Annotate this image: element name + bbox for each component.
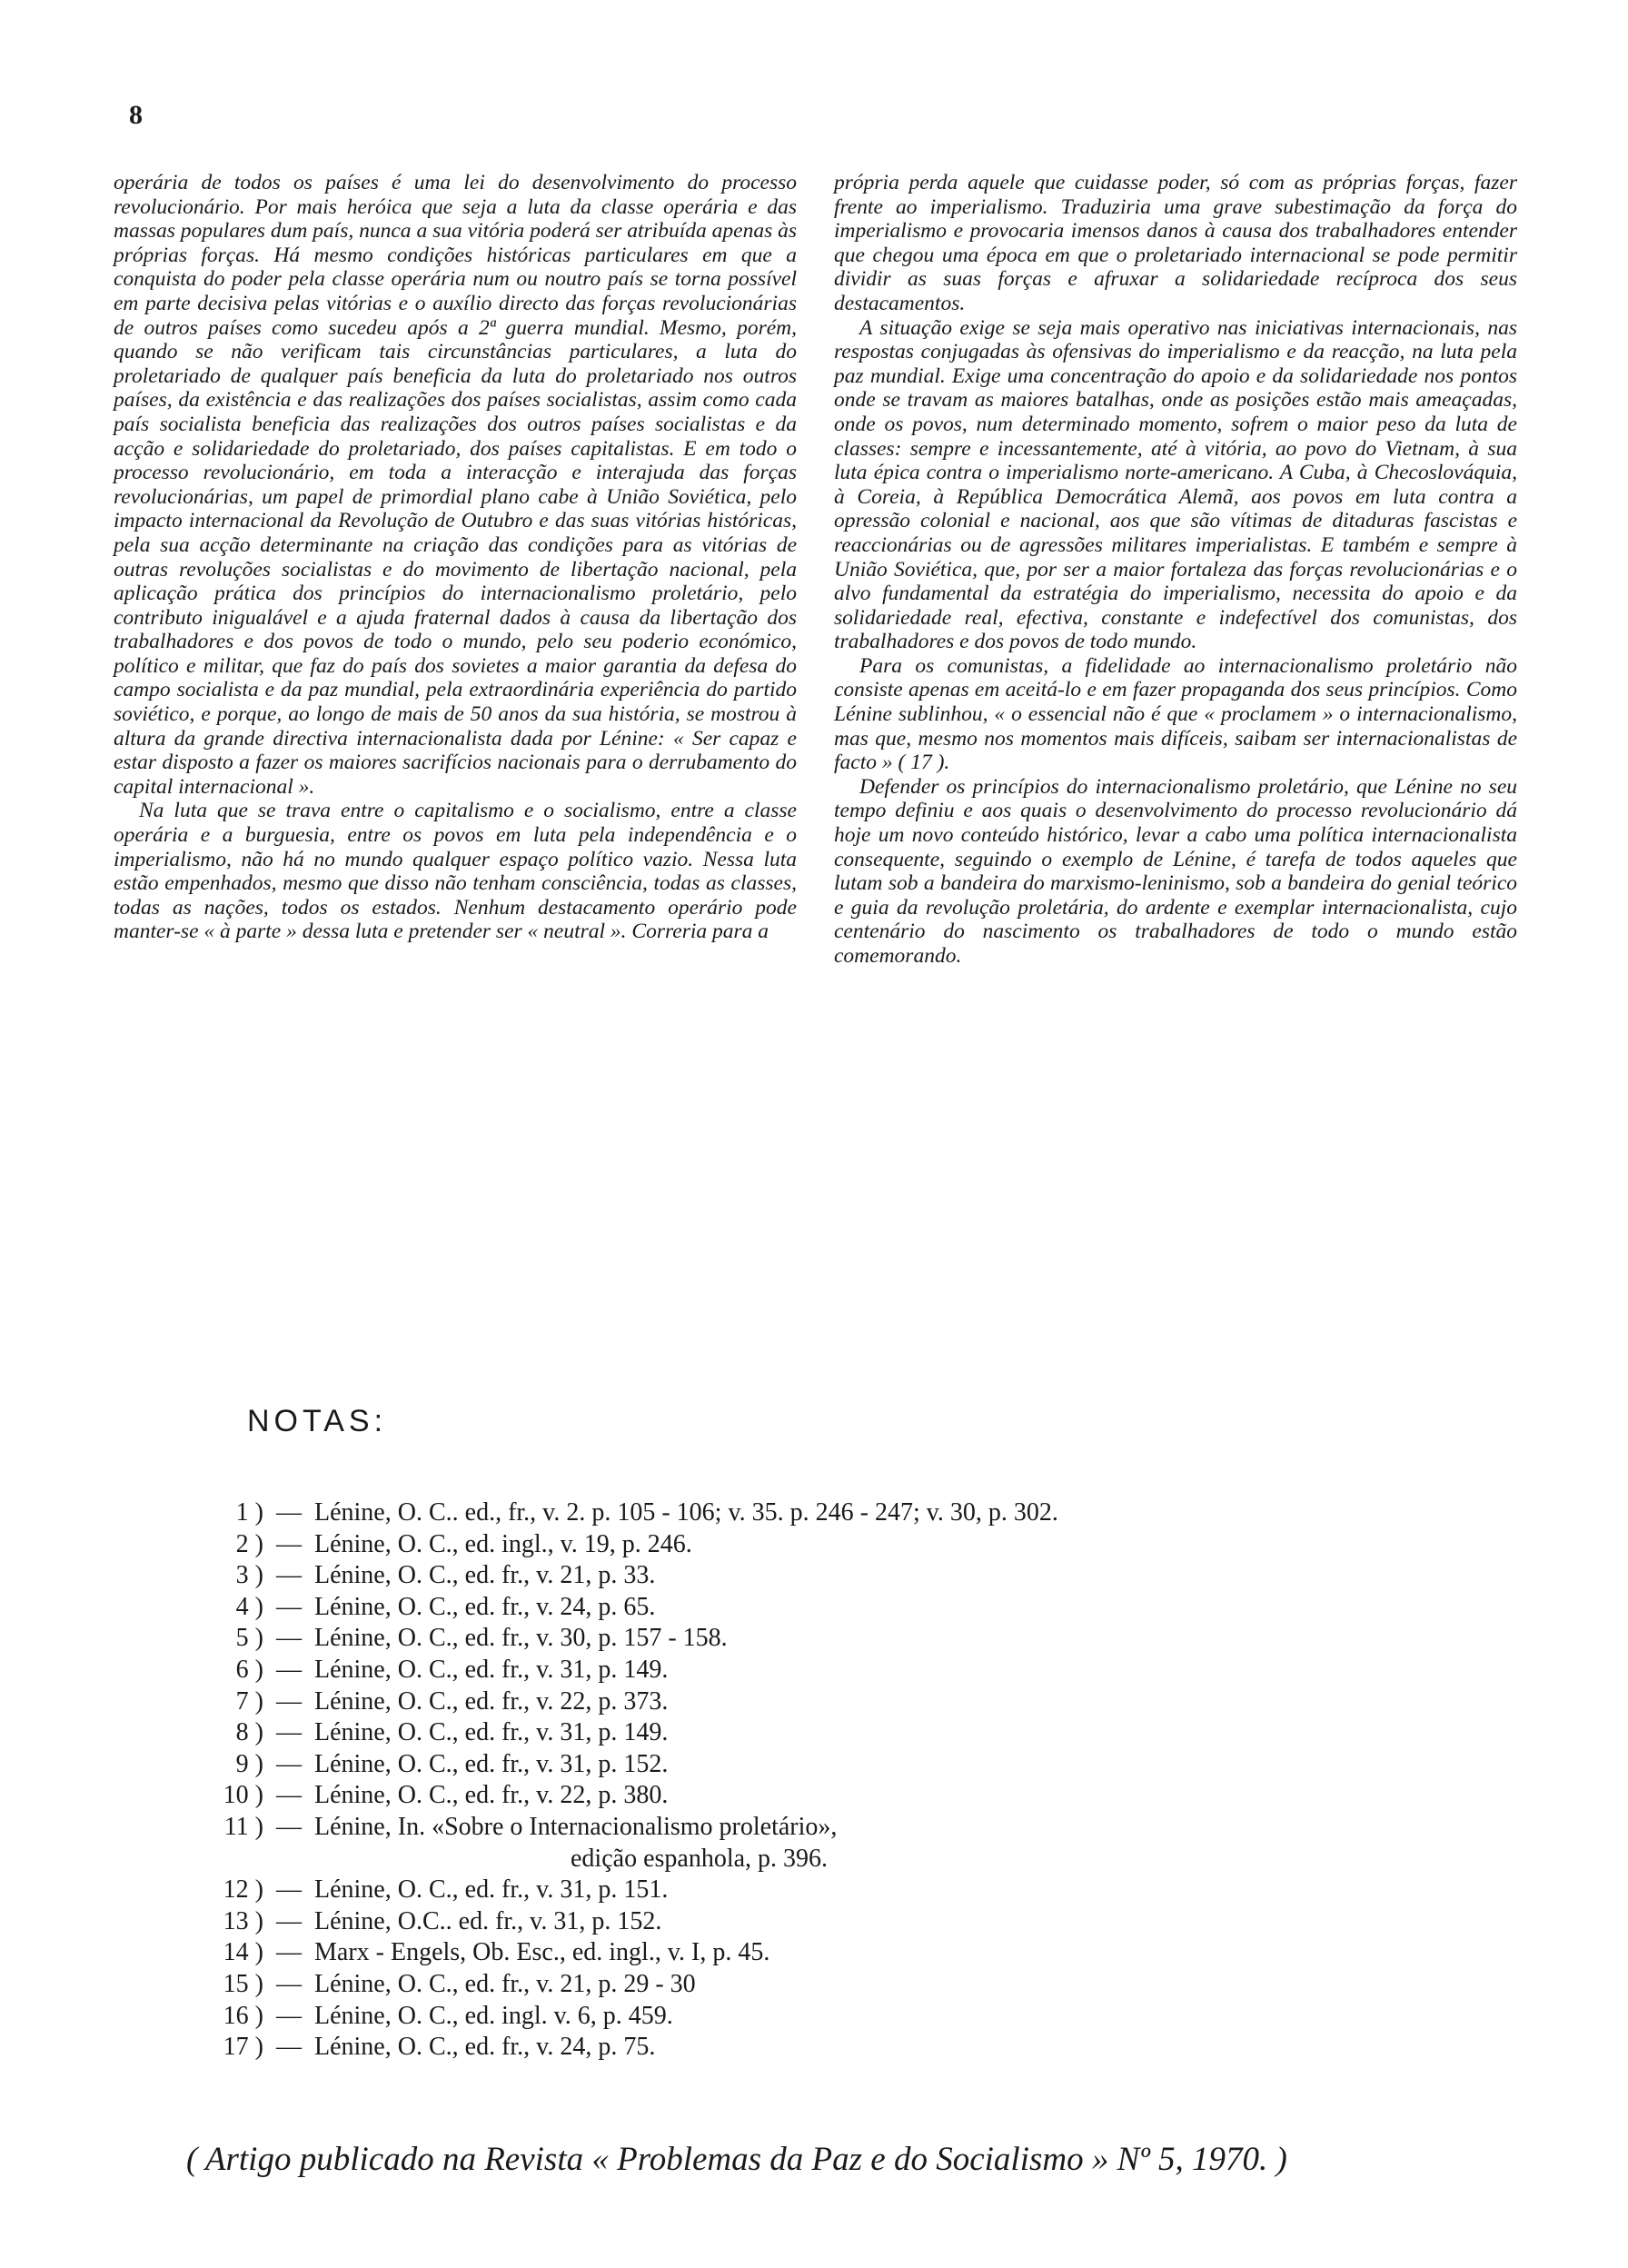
note-item <box>218 1560 1444 1592</box>
note-item <box>218 1969 1444 2001</box>
note-dash: — <box>276 2033 302 2062</box>
note-dash: — <box>276 1906 302 1935</box>
note-dash: — <box>276 1969 302 1998</box>
note-text: Lénine, O. C., ed. fr., v. 24, p. 75. <box>314 2033 656 2062</box>
right-paragraph-1: própria perda aquele que cuidasse poder, só com as próprias forças, fazer frente ao imperialismo. Traduziria uma grave subestimação da força do imperialismo e provocaria imensos danos à causa dos trabalhadores entender que chegou uma época em que o proletariado internacional se pode permitir dividir as suas forças e afruxar a solidariedade recíproca dos seus destacamentos. <box>834 171 1517 315</box>
note-text: Lénine, O. C., ed. ingl. v. 6, p. 459. <box>314 2001 673 2030</box>
left-paragraph-2: Na luta que se trava entre o capitalismo e o socialismo, entre a classe operária e a burguesia, entre os povos em luta pela independência e o imperialismo, não há no mundo qualquer espaço político vazio. Nessa luta estão empenhados, mesmo que disso não tenham consciência, todas as classes, todas as nações, todos os estados. Nenhum destacamento operário pode manter-se « à parte » dessa luta e pretender ser « neutral ». Correria para a <box>114 799 797 944</box>
note-number: 5 ) <box>235 1624 263 1653</box>
note-continuation: edição espanhola, p. 396. <box>571 1844 829 1873</box>
right-column <box>834 171 1517 969</box>
note-dash: — <box>276 1686 302 1716</box>
article-body <box>114 171 1517 969</box>
note-number: 12 ) <box>223 1875 263 1905</box>
note-number: 7 ) <box>235 1686 263 1716</box>
note-dash: — <box>276 2001 302 2030</box>
note-item <box>218 1937 1444 1969</box>
note-item <box>218 1497 1444 1529</box>
source-credit: ( Artigo publicado na Revista « Problemas da Paz e do Socialismo » Nº 5, 1970. ) <box>186 2141 1287 2178</box>
note-item <box>218 1875 1444 1906</box>
notes-heading: NOTAS: <box>247 1404 388 1438</box>
note-number: 2 ) <box>235 1529 263 1558</box>
note-number: 11 ) <box>223 1812 263 1841</box>
note-text: Marx - Engels, Ob. Esc., ed. ingl., v. I, p. 45. <box>314 1938 770 1967</box>
note-dash: — <box>276 1781 302 1810</box>
note-text: Lénine, O. C., ed. fr., v. 21, p. 29 - 30 <box>314 1969 696 1998</box>
note-number: 13 ) <box>223 1906 263 1935</box>
left-column <box>114 171 797 969</box>
note-dash: — <box>276 1875 302 1905</box>
note-text: Lénine, O. C., ed. fr., v. 24, p. 65. <box>314 1592 656 1621</box>
note-dash: — <box>276 1592 302 1621</box>
note-text: Lénine, O. C., ed. fr., v. 22, p. 380. <box>314 1781 669 1810</box>
note-number: 4 ) <box>235 1592 263 1621</box>
note-dash: — <box>276 1718 302 1747</box>
right-paragraph-4: Defender os princípios do internacionalismo proletário, que Lénine no seu tempo definiu e aos quais o desenvolvimento do processo revolucionário dá hoje um novo conteúdo histórico, levar a cabo uma política internacionalista consequente, seguindo o exemplo de Lénine, é tarefa de todos aqueles que lutam sob a bandeira do marxismo-leninismo, sob a bandeira do genial teórico e guia da revolução proletária, do ardente e exemplar internacionalista, cujo centenário do nascimento os trabalhadores de todo o mundo estão comemorando. <box>834 774 1517 968</box>
note-number: 15 ) <box>223 1969 263 1998</box>
right-paragraph-2: A situação exige se seja mais operativo nas iniciativas internacionais, nas respostas conjugadas às ofensivas do imperialismo e da reacção, na luta pela paz mundial. Exige uma concentração do apoio e da solidariedade nos pontos onde se travam as maiores batalhas, onde as posições estão mais ameaçadas, onde os povos, num determinado momento, sofrem o maior peso da luta de classes: sempre e incessantemente, até à vitória, ao povo do Vietnam, à sua luta épica contra o imperialismo norte-americano. A Cuba, à Checoslováquia, à Coreia, à República Democrática Alemã, aos povos em luta contra a opressão colonial e nacional, aos que são vítimas de ditaduras fascistas e reaccionárias ou de agressões militares imperialistas. E também e sempre à União Soviética, que, por ser a maior fortaleza das forças revolucionárias e o alvo fundamental da estratégia do imperialismo, necessita do apoio e da solidariedade real, efectiva, constante e indefectível dos comunistas, dos trabalhadores e dos povos de todo mundo. <box>834 315 1517 654</box>
note-item <box>218 2032 1444 2064</box>
note-dash: — <box>276 1655 302 1684</box>
note-dash: — <box>276 1938 302 1967</box>
note-item <box>218 1686 1444 1718</box>
note-number: 10 ) <box>223 1781 263 1810</box>
note-item <box>218 1592 1444 1624</box>
note-dash: — <box>276 1812 302 1841</box>
note-dash: — <box>276 1498 302 1527</box>
note-text: Lénine, O. C., ed. ingl., v. 19, p. 246. <box>314 1529 692 1558</box>
note-text: Lénine, O. C., ed. fr., v. 31, p. 149. <box>314 1718 669 1747</box>
note-number: 9 ) <box>235 1749 263 1778</box>
note-item <box>218 1623 1444 1655</box>
page-number: 8 <box>129 100 143 130</box>
note-text: Lénine, O. C., ed. fr., v. 30, p. 157 - 158. <box>314 1624 728 1653</box>
note-dash: — <box>276 1624 302 1653</box>
note-item <box>218 1906 1444 1938</box>
note-number: 17 ) <box>223 2033 263 2062</box>
note-item <box>218 2001 1444 2033</box>
note-number: 1 ) <box>235 1498 263 1527</box>
note-item <box>218 1749 1444 1781</box>
note-text: Lénine, O. C.. ed., fr., v. 2. p. 105 - 106; v. 35. p. 246 - 247; v. 30, p. 302. <box>314 1498 1058 1527</box>
note-text: Lénine, O. C., ed. fr., v. 31, p. 151. <box>314 1875 669 1905</box>
note-item <box>218 1717 1444 1749</box>
note-number: 3 ) <box>235 1561 263 1590</box>
note-text: Lénine, O. C., ed. fr., v. 31, p. 152. <box>314 1749 669 1778</box>
note-item <box>218 1780 1444 1812</box>
note-number: 8 ) <box>235 1718 263 1747</box>
note-number: 14 ) <box>223 1938 263 1967</box>
note-item <box>218 1529 1444 1561</box>
note-dash: — <box>276 1529 302 1558</box>
notes-list <box>218 1497 1444 2064</box>
note-number: 6 ) <box>235 1655 263 1684</box>
note-text: Lénine, In. «Sobre o Internacionalismo proletário», <box>314 1812 838 1841</box>
note-text: Lénine, O. C., ed. fr., v. 22, p. 373. <box>314 1686 669 1716</box>
note-text: Lénine, O. C., ed. fr., v. 21, p. 33. <box>314 1561 656 1590</box>
note-text: Lénine, O. C., ed. fr., v. 31, p. 149. <box>314 1655 669 1684</box>
right-paragraph-3: Para os comunistas, a fidelidade ao internacionalismo proletário não consiste apenas em aceitá-lo e em fazer propaganda dos seus princípios. Como Lénine sublinhou, « o essencial não é que « proclamem » o internacionalismo, mas que, mesmo nos momentos mais difíceis, saibam ser internacionalistas de facto » ( 17 ). <box>834 653 1517 775</box>
note-item <box>218 1812 1444 1844</box>
note-text: Lénine, O.C.. ed. fr., v. 31, p. 152. <box>314 1906 662 1935</box>
note-item <box>218 1655 1444 1686</box>
left-paragraph-1: operária de todos os países é uma lei do desenvolvimento do processo revolucionário. Por mais heróica que seja a luta da classe operária e das massas populares dum país, nunca a sua vitória poderá ser atribuída apenas às próprias forças. Há mesmo condições históricas particulares em que a conquista do poder pela classe operária num ou noutro país se torna possível em parte decisiva pelas vitórias e o auxílio directo das forças revolucionárias de outros países como sucedeu após a 2ª guerra mundial. Mesmo, porém, quando se não verificam tais circunstâncias particulares, a luta do proletariado de qualquer país beneficia da luta do proletariado nos outros países, da existência e das realizações dos países socialistas, assim como cada país socialista beneficia das realizações dos outros países socialistas e da acção e solidariedade do proletariado, dos países capitalistas. E em todo o processo revolucionário, em toda a interacção e interajuda das forças revolucionárias, um papel de primordial plano cabe à União Soviética, pelo impacto internacional da Revolução de Outubro e das suas vitórias históricas, pela sua acção determinante na criação das condições para as vitórias de outras revoluções socialistas e do movimento de libertação nacional, pela aplicação prática dos princípios do internacionalismo proletário, pelo contributo inigualável e a ajuda fraternal dados à causa da libertação dos trabalhadores e dos povos de todo o mundo, pelo seu poderio económico, político e militar, que faz do país dos sovietes a maior garantia da defesa do campo socialista e da paz mundial, pela extraordinária experiência do partido soviético, e porque, ao longo de mais de 50 anos da sua história, se mostrou à altura da grande directiva internacionalista dada por Lénine: « Ser capaz e estar disposto a fazer os maiores sacrifícios nacionais para o derrubamento do capital internacional ». <box>114 171 797 799</box>
note-number: 16 ) <box>223 2001 263 2030</box>
note-dash: — <box>276 1749 302 1778</box>
note-dash: — <box>276 1561 302 1590</box>
